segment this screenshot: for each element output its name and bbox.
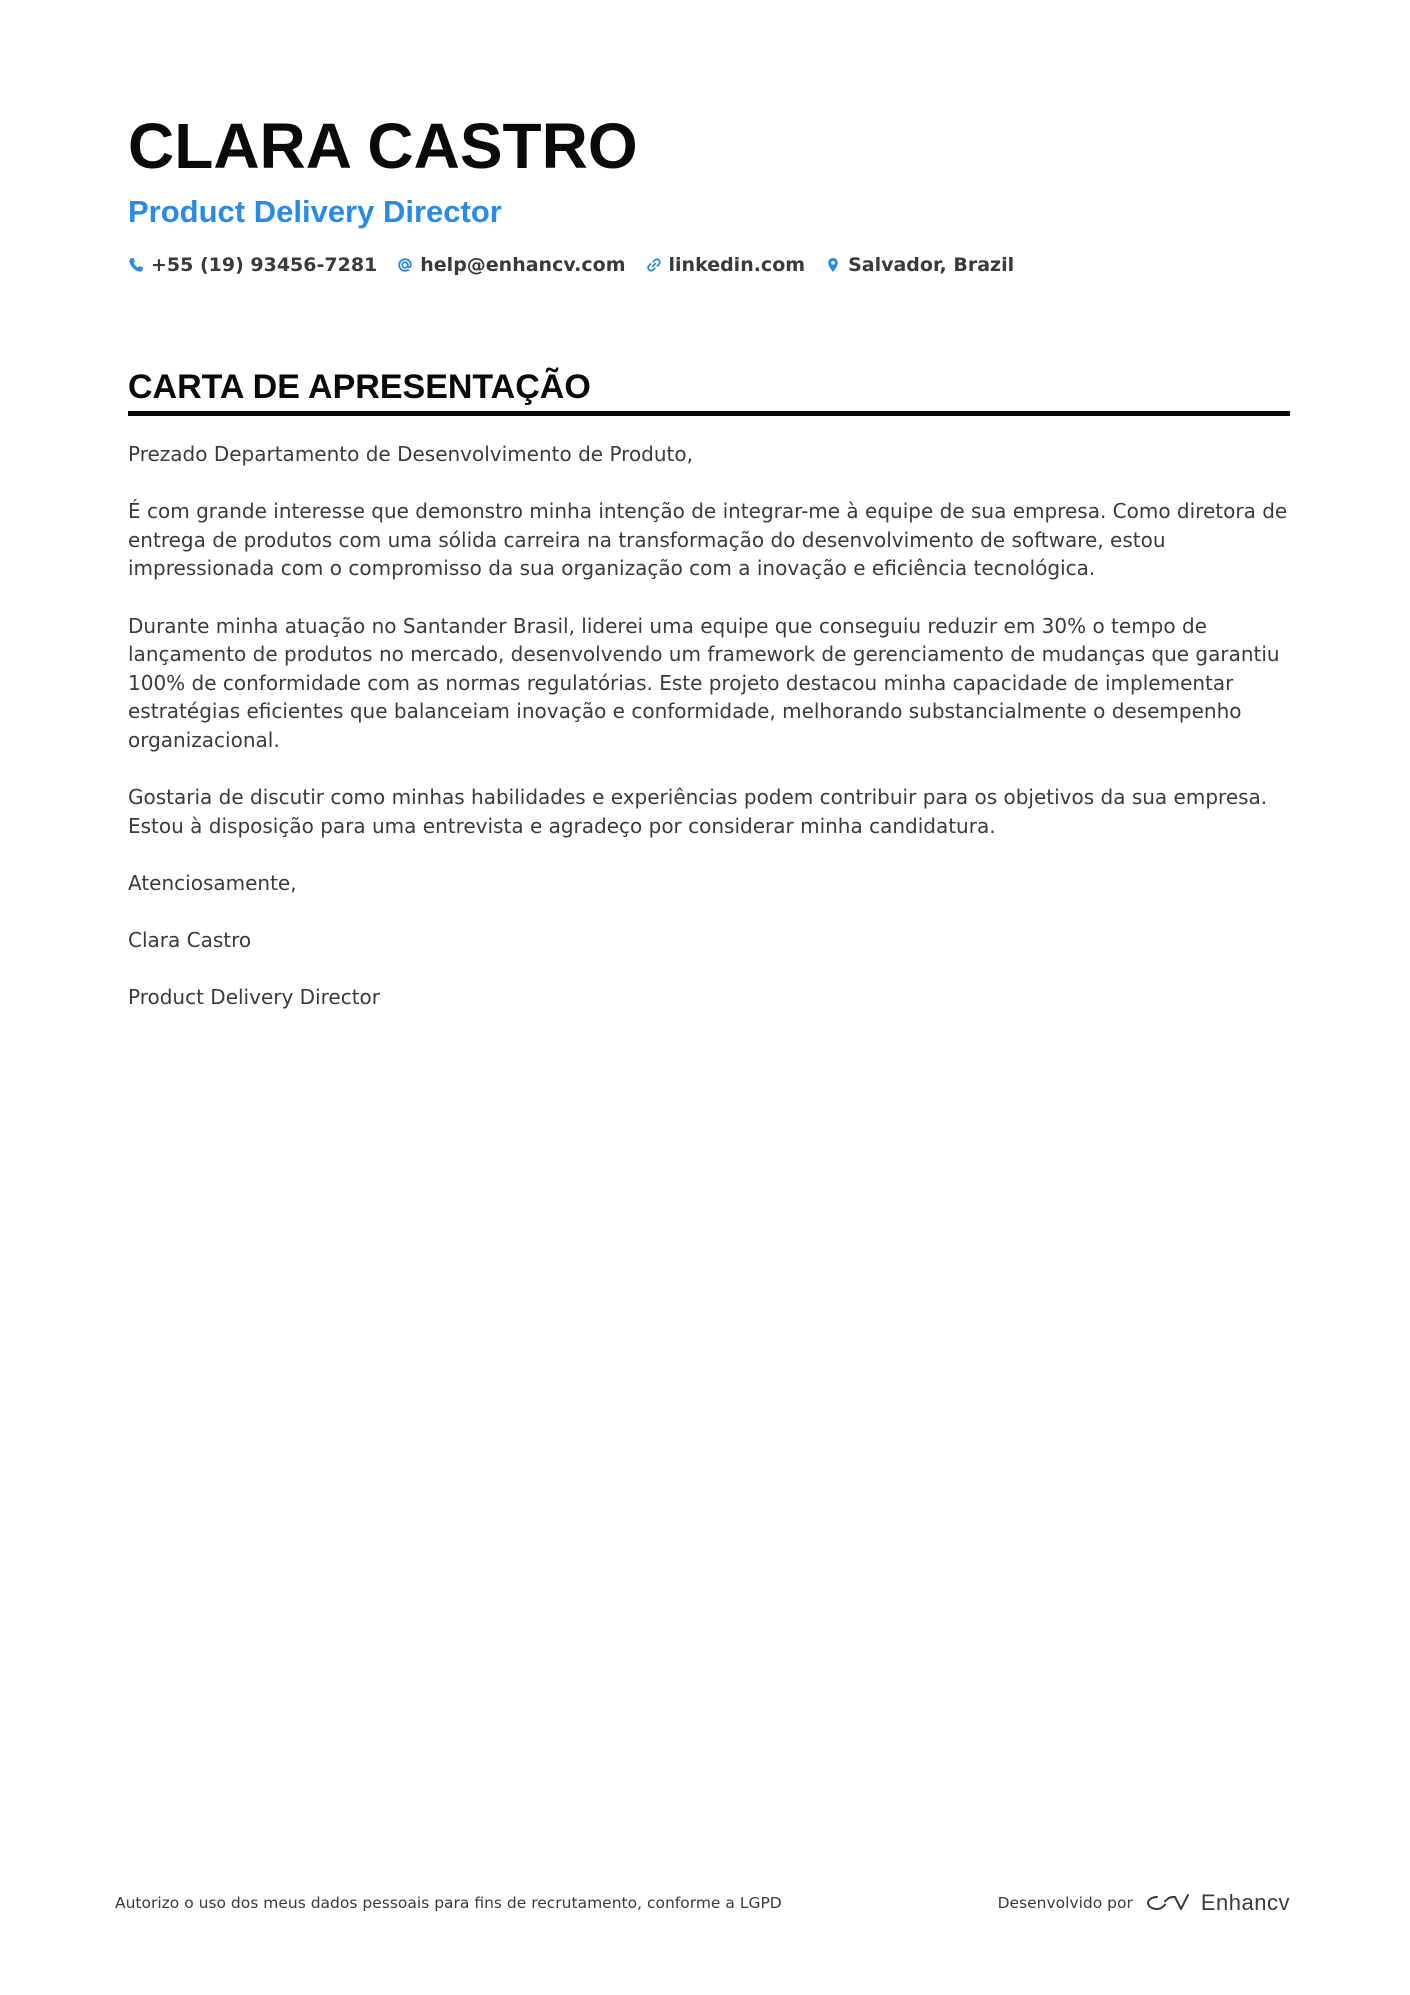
candidate-title: Product Delivery Director: [128, 194, 502, 229]
lgpd-consent-text: Autorizo o uso dos meus dados pessoais para fins de recrutamento, conforme a LGPD: [115, 1894, 782, 1912]
contact-email[interactable]: [397, 254, 625, 276]
powered-by-label: Desenvolvido por: [997, 1894, 1133, 1912]
letter-paragraph: Durante minha atuação no Santander Brasil, liderei uma equipe que conseguiu reduzir em 30% o tempo de lançamento de produtos no mercado, desenvolvendo um framework de gerenciamento de mudanças que garantiu 100% de conformidade com as normas regulatórias. Este projeto destacou minha capacidade de implementar estratégias eficientes que balanceiam inovação e conformidade, melhorando substancialmente o desempenho organizacional.: [128, 613, 1280, 752]
signature-title: Product Delivery Director: [128, 985, 381, 1010]
link-icon: [646, 257, 662, 273]
location-pin-icon: [825, 257, 841, 273]
letter-greeting: Prezado Departamento de Desenvolvimento de Produto,: [128, 442, 693, 466]
brand-name: Enhancv: [1200, 1890, 1290, 1915]
contact-linkedin[interactable]: [646, 254, 806, 276]
footer: [115, 1890, 1290, 1916]
contact-bar: [128, 254, 1288, 276]
at-icon: [397, 257, 413, 273]
email-address: help@enhancv.com: [420, 254, 626, 276]
letter-body: [128, 440, 1290, 1012]
letter-paragraph: Gostaria de discutir como minhas habilidades e experiências podem contribuir para os objetivos da sua empresa. Estou à disposição para uma entrevista e agradeço por considerar minha candidatura.: [128, 785, 1268, 838]
section-title: CARTA DE APRESENTAÇÃO: [128, 365, 1290, 416]
contact-location: [825, 254, 1014, 276]
letter-closing: Atenciosamente,: [128, 870, 297, 895]
powered-by[interactable]: [998, 1890, 1290, 1916]
candidate-name: CLARA CASTRO: [128, 110, 638, 182]
phone-icon: [128, 257, 144, 273]
contact-phone[interactable]: [128, 254, 377, 276]
cover-letter-section: [128, 365, 1290, 1040]
location-text: Salvador, Brazil: [848, 254, 1015, 276]
brand-logo[interactable]: [1145, 1890, 1290, 1916]
signature-name: Clara Castro: [128, 928, 252, 953]
header: [128, 108, 1288, 276]
phone-number: +55 (19) 93456-7281: [151, 254, 378, 276]
linkedin-link: linkedin.com: [668, 254, 806, 276]
enhancv-logo-icon: [1145, 1891, 1191, 1915]
letter-paragraph: É com grande interesse que demonstro minha intenção de integrar-me à equipe de sua empresa. Como diretora de entrega de produtos com uma sólida carreira na transformação do desenvolvimento de software, estou impressionada com o compromisso da sua organização com a inovação e eficiência tecnológica.: [128, 499, 1288, 581]
